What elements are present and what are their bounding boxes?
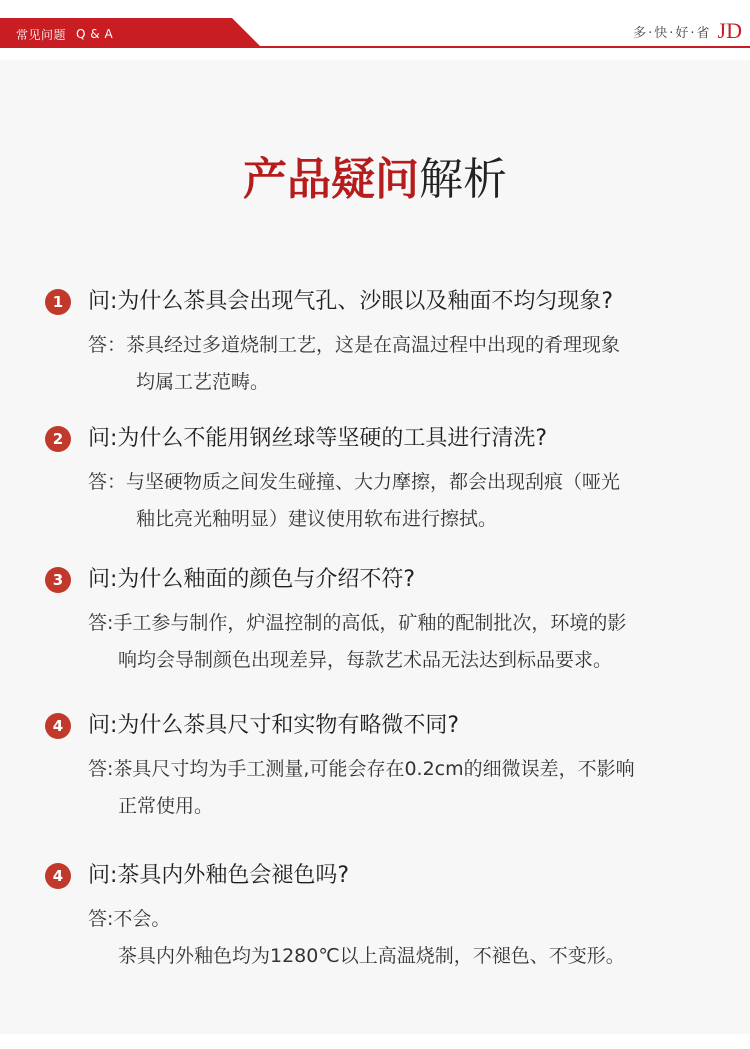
header-divider bbox=[0, 46, 750, 48]
number-badge: 2 bbox=[45, 426, 71, 452]
section-tag-sub: Q & A bbox=[76, 27, 114, 41]
faq-answer bbox=[88, 901, 708, 975]
jd-logo[interactable]: JD bbox=[717, 18, 742, 43]
page-title-red: 产品疑问 bbox=[243, 154, 419, 205]
faq-answer bbox=[88, 751, 708, 825]
bottom-strip bbox=[0, 1034, 750, 1049]
faq-answer-line: 响均会导制颜色出现差异，每款艺术品无法达到标品要求。 bbox=[118, 649, 613, 671]
faq-question: 问:为什么茶具尺寸和实物有略微不同? bbox=[88, 713, 460, 738]
number-badge: 3 bbox=[45, 567, 71, 593]
section-tag-label: 常见问题 bbox=[16, 27, 67, 42]
faq-question: 问:为什么釉面的颜色与介绍不符? bbox=[88, 567, 416, 592]
faq-answer-line: 答：与坚硬物质之间发生碰撞、大力摩擦，都会出现刮痕（哑光 bbox=[88, 471, 621, 493]
faq-question: 问:为什么不能用钢丝球等坚硬的工具进行清洗? bbox=[88, 426, 548, 451]
faq-answer-line: 答:不会。 bbox=[88, 908, 171, 930]
faq-answer-line: 答：茶具经过多道烧制工艺，这是在高温过程中出现的肴理现象 bbox=[88, 334, 621, 356]
faq-answer-line: 答:手工参与制作，炉温控制的高低，矿釉的配制批次，环境的影 bbox=[88, 612, 627, 634]
number-badge: 4 bbox=[45, 713, 71, 739]
page-title-dark: 解析 bbox=[419, 154, 507, 205]
faq-answer-line: 均属工艺范畴。 bbox=[136, 371, 270, 393]
faq-answer-line: 釉比亮光釉明显）建议使用软布进行擦拭。 bbox=[136, 508, 498, 530]
faq-question: 问:茶具内外釉色会褪色吗? bbox=[88, 863, 350, 888]
faq-question: 问:为什么茶具会出现气孔、沙眼以及釉面不均匀现象? bbox=[88, 289, 614, 314]
top-bar bbox=[0, 0, 750, 48]
slogan: 多·快·好·省 bbox=[633, 25, 712, 41]
faq-answer-line: 茶具内外釉色均为1280℃以上高温烧制，不褪色、不变形。 bbox=[118, 945, 625, 967]
faq-answer-line: 正常使用。 bbox=[118, 795, 214, 817]
number-badge: 1 bbox=[45, 289, 71, 315]
faq-answer-line: 答:茶具尺寸均为手工测量,可能会存在0.2cm的细微误差，不影响 bbox=[88, 758, 635, 780]
number-badge: 4 bbox=[45, 863, 71, 889]
section-tag bbox=[16, 25, 113, 43]
faq-answer bbox=[88, 464, 708, 538]
faq-answer bbox=[88, 605, 708, 679]
faq-answer bbox=[88, 327, 708, 401]
brand-area bbox=[633, 20, 742, 42]
page-title bbox=[0, 152, 750, 208]
